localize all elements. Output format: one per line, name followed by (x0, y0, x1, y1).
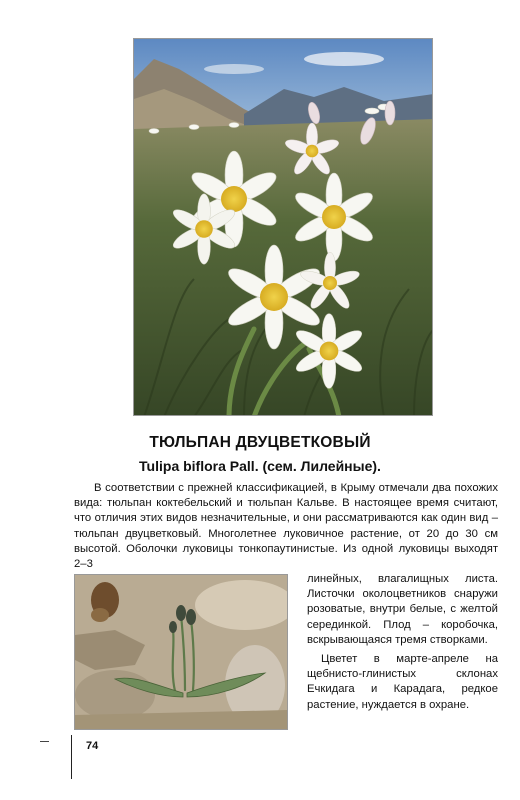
tulip-bulb-photo (74, 574, 288, 730)
paragraph-1: В соответствии с прежней классификацией, в Крыму отмечали два похожих вида: тюльпан коктебельский и тюльпан Кальве. В настоящее время считают, что отличия этих видов незначительные, и они рассматриваются как один вид – тюльпан двуцветковый. Многолетнее луковичное растение, от 20 до 30 см высотой. Оболочки луковицы тонкопаутинистые. Из одной луковицы выходят 2–3 (74, 482, 498, 571)
page-rule (71, 735, 72, 779)
margin-tick (40, 741, 49, 742)
page-number: 74 (86, 740, 99, 752)
main-tulip-photo (133, 38, 433, 416)
paragraph-2: Цветет в марте-апреле на щебнисто-глинистых склонах Ечкидага и Карадага, редкое растение, нуждается в охране. (307, 653, 498, 711)
side-column-text (307, 572, 498, 713)
article-subtitle: Tulipa biflora Pall. (сем. Лилейные). (139, 458, 381, 474)
article-title: ТЮЛЬПАН ДВУЦВЕТКОВЫЙ (149, 434, 371, 451)
article-body (74, 481, 498, 572)
paragraph-1-continued: линейных, влагалищных листа. Листочки околоцветников снаружи розоватые, внутри белые, с желтой серединкой. Плод – коробочка, вскрывающаяся тремя створками. (307, 573, 498, 646)
